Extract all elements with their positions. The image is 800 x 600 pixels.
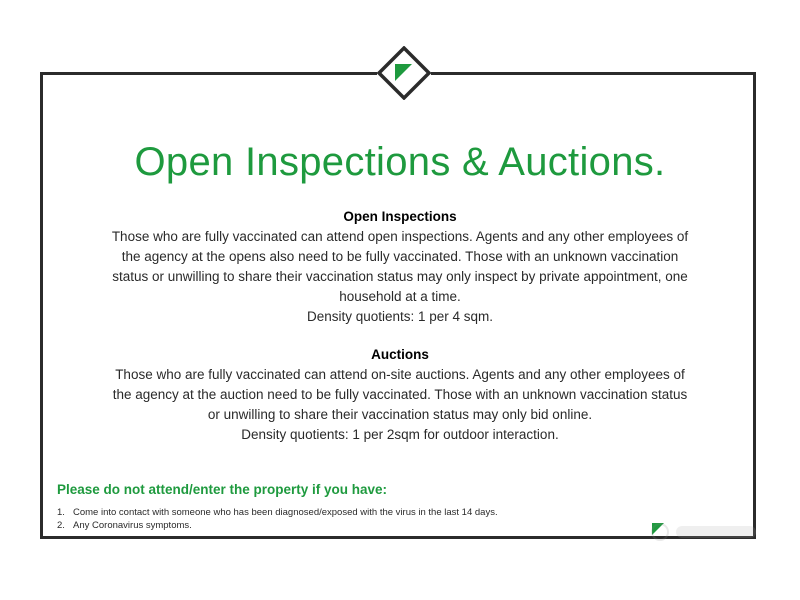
open-inspections-line: household at a time.: [339, 289, 461, 304]
auctions-section: [80, 345, 720, 445]
open-inspections-line: status or unwilling to share their vaccination status may only inspect by private appointment, one: [112, 269, 688, 284]
warning-heading: Please do not attend/enter the property if you have:: [57, 482, 388, 497]
open-inspections-density: Density quotients: 1 per 4 sqm.: [306, 309, 494, 324]
list-item: [57, 506, 498, 519]
page-title: Open Inspections & Auctions.: [134, 140, 666, 184]
open-inspections-section: [80, 207, 720, 327]
auctions-line: or unwilling to share their vaccination status may only bid online.: [207, 407, 593, 422]
auctions-density: Density quotients: 1 per 2sqm for outdoor interaction.: [241, 427, 559, 442]
open-inspections-line: the agency at the opens also need to be fully vaccinated. Those with an unknown vaccination: [121, 249, 679, 264]
list-item: [57, 519, 498, 532]
auctions-heading: Auctions: [371, 347, 429, 362]
watermark-graphic: [648, 520, 768, 544]
auctions-line: Those who are fully vaccinated can attend on-site auctions. Agents and any other employees of: [115, 367, 685, 382]
list-item-text: Come into contact with someone who has been diagnosed/exposed with the virus in the last 14 days.: [73, 507, 498, 518]
diamond-logo-icon: [377, 46, 431, 100]
auctions-line: the agency at the auction need to be fully vaccinated. Those with an unknown vaccination status: [112, 387, 688, 402]
symptom-list: [57, 506, 498, 532]
open-inspections-line: Those who are fully vaccinated can attend open inspections. Agents and any other employees of: [111, 229, 689, 244]
list-item-number: 1.: [57, 507, 65, 518]
open-inspections-heading: Open Inspections: [343, 209, 457, 224]
list-item-text: Any Coronavirus symptoms.: [73, 520, 192, 531]
list-item-number: 2.: [57, 520, 65, 531]
